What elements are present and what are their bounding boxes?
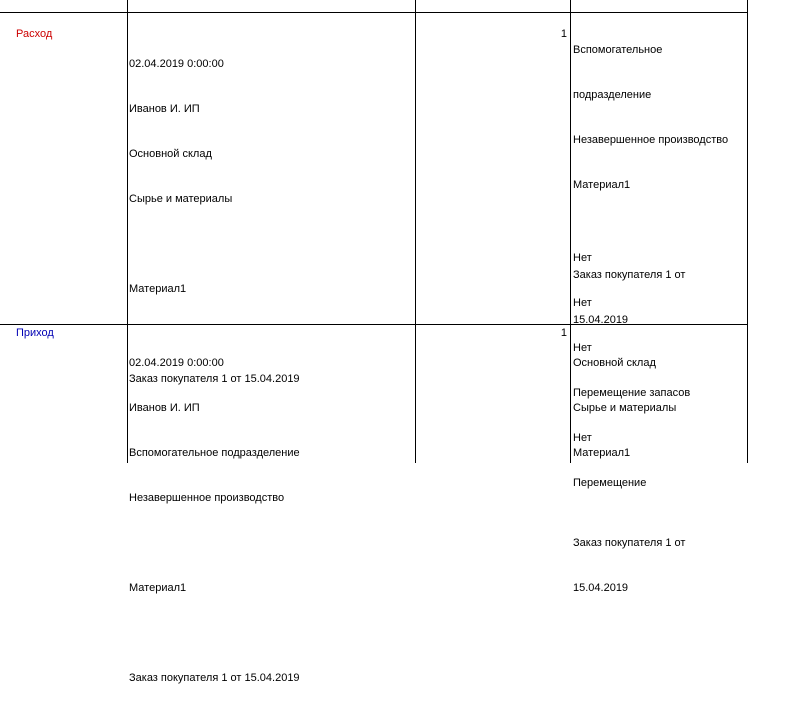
detail-line: Заказ покупателя 1 от 15.04.2019	[129, 672, 300, 684]
detail-line: Материал1	[129, 582, 187, 594]
detail-line: Незавершенное производство	[129, 492, 285, 504]
quantity-cell: 1	[560, 327, 567, 339]
grid-line-vertical	[127, 0, 128, 463]
grid-line-vertical	[415, 0, 416, 463]
target-line	[573, 491, 685, 506]
quantity-cell: 1	[560, 28, 567, 40]
target-line: 15.04.2019	[573, 582, 629, 594]
document-details-cell	[129, 326, 300, 716]
detail-line: Вспомогательное подразделение	[129, 447, 300, 459]
flag-line: Нет	[573, 342, 592, 354]
detail-line: Материал1	[129, 283, 187, 295]
target-line: 15.04.2019	[573, 314, 629, 326]
target-line: Основной склад	[573, 357, 656, 369]
detail-line: Основной склад	[129, 148, 212, 160]
movement-type-cell: Приход	[16, 327, 54, 339]
target-cell	[573, 326, 685, 626]
detail-line	[129, 536, 300, 551]
target-line: Вспомогательное	[573, 44, 663, 56]
target-line: Заказ покупателя 1 от	[573, 537, 686, 549]
target-line: Заказ покупателя 1 от	[573, 269, 686, 281]
target-line: Материал1	[573, 179, 631, 191]
detail-line	[129, 237, 300, 252]
detail-line: Иванов И. ИП	[129, 103, 200, 115]
flag-line: Нет	[573, 297, 592, 309]
flag-line: Нет	[573, 252, 592, 264]
target-line: подразделение	[573, 89, 652, 101]
target-line: Сырье и материалы	[573, 402, 677, 414]
detail-line: Иванов И. ИП	[129, 402, 200, 414]
detail-line: Заказ покупателя 1 от 15.04.2019	[129, 373, 300, 385]
detail-line: 02.04.2019 0:00:00	[129, 58, 224, 70]
target-line: Материал1	[573, 447, 631, 459]
target-line: Незавершенное производство	[573, 134, 729, 146]
detail-line	[129, 626, 300, 641]
flag-line: Перемещение	[573, 477, 647, 489]
flag-line: Перемещение запасов	[573, 387, 691, 399]
detail-line: 02.04.2019 0:00:00	[129, 357, 224, 369]
movement-type-cell: Расход	[16, 28, 53, 40]
grid-line-vertical	[747, 0, 748, 463]
flag-line: Нет	[573, 432, 592, 444]
grid-line-vertical	[570, 0, 571, 463]
detail-line: Сырье и материалы	[129, 193, 233, 205]
